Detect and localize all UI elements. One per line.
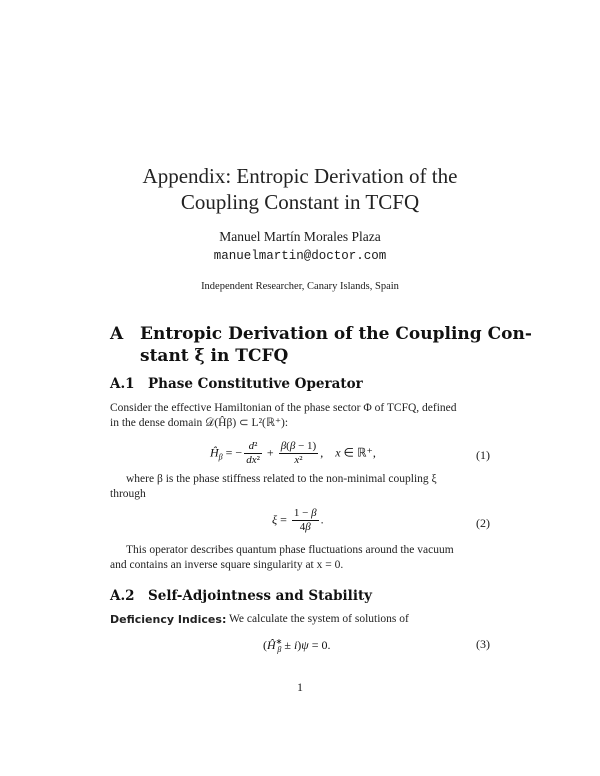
paragraph-line: This operator describes quantum phase fluctuations around the vacuum	[126, 544, 454, 556]
run-in-heading: Deficiency Indices:	[110, 613, 227, 626]
paragraph-line: We calculate the system of solutions of	[229, 613, 409, 625]
paragraph-line: where β is the phase stiffness related to the non-minimal coupling ξ	[126, 473, 437, 485]
section-number: A	[110, 324, 124, 344]
subsection-title: Self-Adjointness and Stability	[148, 588, 373, 604]
equation-number: (2)	[476, 516, 490, 530]
subsection-number: A.1	[110, 376, 135, 392]
author-affiliation: Independent Researcher, Canary Islands, Spain	[201, 281, 399, 292]
equation-3: $(Ĥ^∗_\beta \pm i)\psi = 0$.	[263, 637, 331, 655]
subsection-number: A.2	[110, 588, 135, 604]
equation-1: $Ĥ_\beta$ = − $\frac{\text{d²}}{\text{dx²}}$ + $\frac{\beta(\beta - 1)}{\text{x²}}$ , x ∈ ℝ⁺,	[210, 440, 376, 466]
paper-title-line2: Coupling Constant in TCFQ	[180, 190, 420, 214]
section-title-line2: stant ξ in TCFQ	[140, 346, 289, 366]
equation-number: (3)	[476, 637, 490, 651]
paragraph-line: Consider the effective Hamiltonian of the phase sector Φ of TCFQ, defined	[110, 402, 457, 414]
paragraph-line: in the dense domain 𝒟(Ĥβ) ⊂ L²(ℝ⁺):	[110, 417, 289, 429]
page-number: 1	[297, 680, 303, 694]
author-name: Manuel Martín Morales Plaza	[219, 229, 381, 244]
author-email: manuelmartin@doctor.com	[213, 249, 387, 263]
equation-2: ξ = $\frac{1 - \beta}{4\beta}$ .	[272, 507, 324, 533]
paper-title-line1: Appendix: Entropic Derivation of the	[142, 164, 458, 188]
paragraph-line: and contains an inverse square singularity at x = 0.	[110, 559, 344, 571]
section-title-line1: Entropic Derivation of the Coupling Con-	[140, 324, 532, 344]
paragraph-line: through	[110, 488, 146, 500]
equation-number: (1)	[476, 448, 490, 462]
subsection-title: Phase Constitutive Operator	[148, 376, 363, 392]
